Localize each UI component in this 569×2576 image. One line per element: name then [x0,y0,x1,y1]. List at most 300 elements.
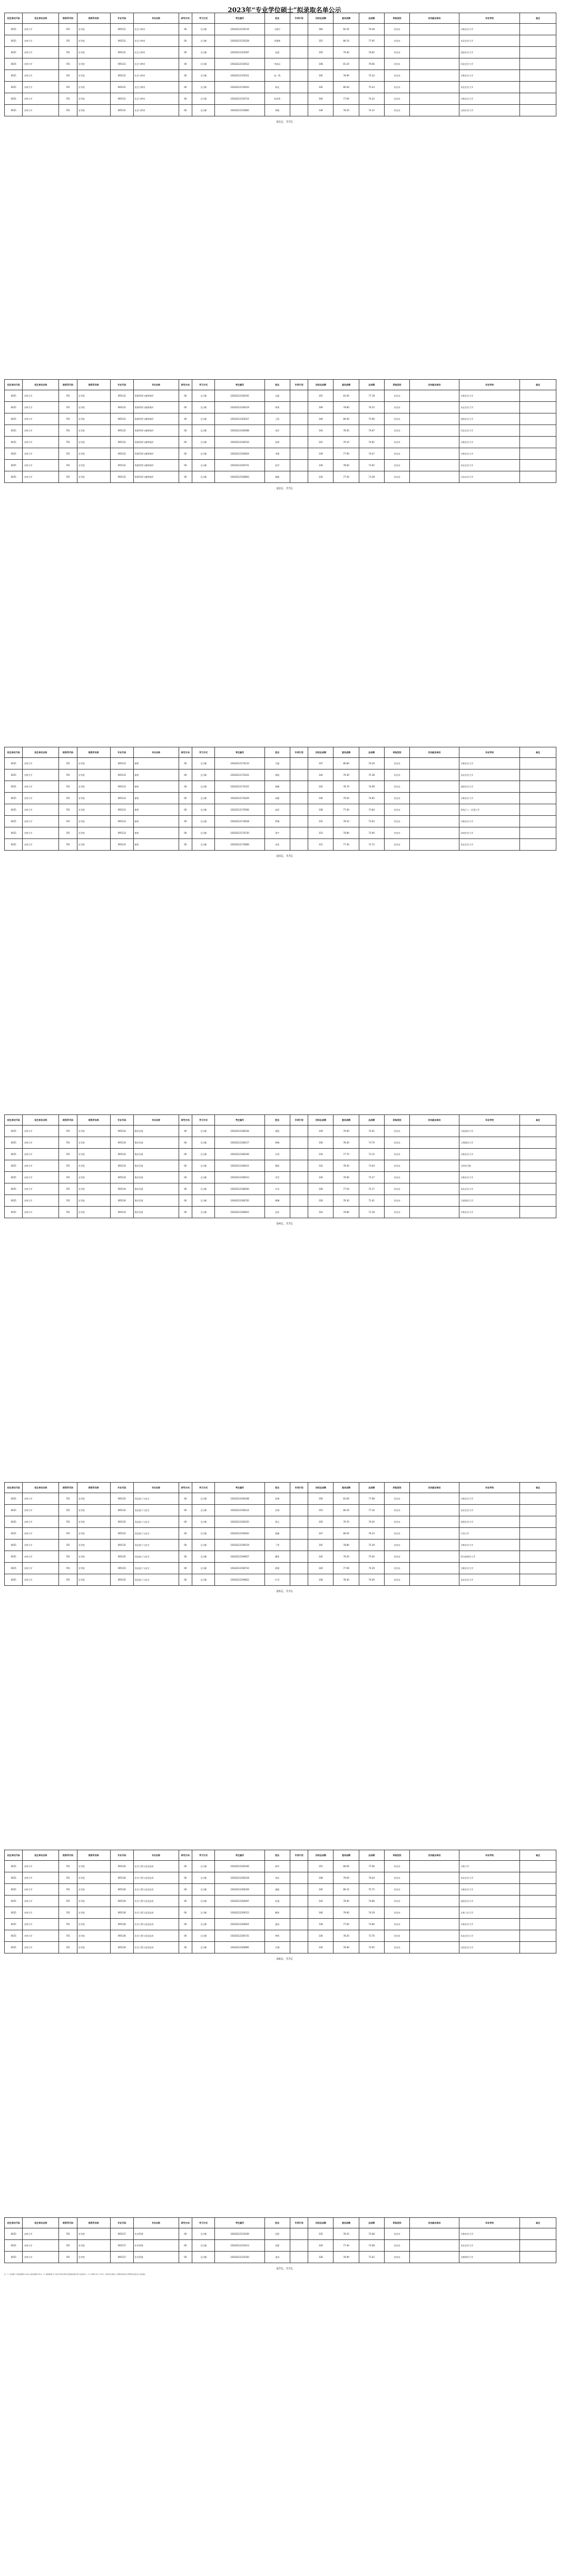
table-cell: 00 [179,827,192,839]
table-cell: 348 [308,58,333,70]
table-cell: 吉林大学 [23,413,59,425]
table-cell [410,1207,459,1218]
table-cell: 农学院 [77,1183,110,1195]
column-header: 初试总成绩 [308,2218,333,2228]
table-cell: 王欣 [264,413,290,425]
table-cell [410,804,459,816]
table-cell: 10183212200512 [215,1907,264,1919]
table-cell [410,1919,459,1930]
table-cell: 吉林农业大学 [459,1149,520,1160]
table-cell: 79.70 [333,1516,359,1528]
table-cell: 10183212170110 [215,758,264,769]
table-cell [519,1539,556,1551]
table-cell: 343 [308,1896,333,1907]
table-cell: 吉林大学 [23,1872,59,1884]
table-cell: 资源利用与植物保护 [133,460,179,471]
table-cell: 0025 [5,82,23,93]
table-cell: 钟鸣 [264,1930,290,1942]
table-row [5,471,556,483]
table-cell: 全日制 [192,390,215,402]
table-cell: 吉林大学 [23,70,59,82]
table-cell: 095135 [110,1574,133,1586]
document-title: 2023年“专业学位硕士”拟录取名单公示 [228,6,341,14]
table-cell: 00 [179,425,192,437]
table-cell: 梁宇 [264,827,290,839]
table-cell: 701 [59,1872,77,1884]
table-cell: 75.38 [359,769,384,781]
table-cell: 吉林大学 [23,1528,59,1539]
table-cell [290,402,308,413]
table-cell: 东北农业大学 [459,1183,520,1195]
table-cell: 10183212190822 [215,1574,264,1586]
admission-page [4,2217,556,2263]
table-cell: 非定向 [384,1551,409,1563]
table-cell: 农学院 [77,827,110,839]
table-cell: 00 [179,35,192,47]
table-cell: 吉林大学 [23,758,59,769]
column-header: 定向就业单位 [410,13,459,24]
table-row [5,758,556,769]
table-cell: 农业工程与信息技术 [133,1930,179,1942]
table-cell: 0025 [5,448,23,460]
table-cell: 80.90 [333,1861,359,1872]
table-cell: 350 [308,47,333,58]
table-cell: 东北农业大学 [459,82,520,93]
table-cell [410,82,459,93]
table-cell [410,1872,459,1884]
table-cell: 全日制 [192,816,215,827]
table-cell: 农学院 [77,1539,110,1551]
page-number-label: 第4页，共7页 [276,1222,293,1226]
table-cell: 渔业发展 [133,1195,179,1207]
table-cell: 095132 [110,460,133,471]
column-header: 专业代码 [110,13,133,24]
column-header: 专业名称 [133,747,179,758]
table-cell: 701 [59,827,77,839]
table-cell [410,1137,459,1149]
table-row [5,425,556,437]
table-cell [410,793,459,804]
column-header: 招生单位名称 [23,747,59,758]
table-cell: 非定向 [384,1872,409,1884]
table-cell: 77.30 [333,839,359,851]
table-cell: 东北农业大学 [459,839,520,851]
table-row [5,1551,556,1563]
table-cell: 农学院 [77,1505,110,1516]
table-cell: 沈浩 [264,1207,290,1218]
table-cell: 农学院 [77,1942,110,1953]
table-cell: 0025 [5,827,23,839]
table-cell: 701 [59,1907,77,1919]
table-cell: 345 [308,1884,333,1896]
table-cell: 79.00 [333,1126,359,1137]
table-cell: 78.50 [333,425,359,437]
table-cell: 苏琪 [264,1505,290,1516]
column-header: 专业名称 [133,1483,179,1493]
table-cell [290,1126,308,1137]
table-cell: 非定向 [384,804,409,816]
table-cell: 渔业发展 [133,1207,179,1218]
column-header: 姓名 [264,380,290,390]
table-cell: 吉林农业大学 [459,448,520,460]
table-cell: 非定向 [384,70,409,82]
table-cell: 80.00 [333,82,359,93]
table-cell: 345 [308,70,333,82]
table-cell: 77.60 [333,1919,359,1930]
column-header: 院系所代码 [59,1483,77,1493]
table-cell [519,1884,556,1896]
table-cell: 75.96 [359,413,384,425]
admission-page [4,13,556,116]
table-cell: 332 [308,1160,333,1172]
table-cell: 渔业发展 [133,1160,179,1172]
table-cell: 吉林农业大学 [459,793,520,804]
table-cell: 农业管理 [133,2240,179,2252]
table-cell: 农学院 [77,471,110,483]
table-cell: 10183212200329 [215,1884,264,1896]
table-cell: 701 [59,1896,77,1907]
table-cell: 农学院 [77,1872,110,1884]
table-cell: 326 [308,1195,333,1207]
table-cell: 701 [59,1551,77,1563]
table-cell: 全日制 [192,58,215,70]
column-header: 初试总成绩 [308,747,333,758]
table-cell: 农学院 [77,1551,110,1563]
admission-page [4,1482,556,1586]
table-cell: 72.27 [359,1172,384,1183]
table-cell: 00 [179,1183,192,1195]
column-header: 研究方向 [179,1483,192,1493]
column-header: 考生编号 [215,1115,264,1126]
table-cell: 全日制 [192,1126,215,1137]
table-cell: 342 [308,781,333,793]
table-cell [290,1207,308,1218]
column-header: 备注 [519,2218,556,2228]
table-cell: 农学院 [77,82,110,93]
column-header: 专业名称 [133,1850,179,1861]
table-cell: 095133 [110,769,133,781]
table-cell [410,1528,459,1539]
table-cell: 00 [179,839,192,851]
table-cell [290,1539,308,1551]
column-header: 录取类别 [384,13,409,24]
table-cell: 东北农业大学 [459,769,520,781]
page-number-label: 第3页，共7页 [276,855,293,858]
table-cell: 348 [308,1872,333,1884]
table-cell: 非定向 [384,24,409,35]
table-cell: 095136 [110,1884,133,1896]
column-header: 专项计划 [290,13,308,24]
column-header: 定向就业单位 [410,380,459,390]
table-cell: 0025 [5,839,23,851]
table-cell [290,1516,308,1528]
table-cell: 吉林大学 [23,105,59,116]
table-cell [410,1896,459,1907]
table-cell: 吉林大学 [23,58,59,70]
table-cell [519,758,556,769]
table-cell: 非定向 [384,1493,409,1505]
table-cell: 非定向 [384,58,409,70]
table-cell: 东北农业大学 [459,1505,520,1516]
table-cell: 非定向 [384,1563,409,1574]
admission-table [4,2217,556,2263]
table-cell: 非定向 [384,1516,409,1528]
table-cell: 78.20 [333,1930,359,1942]
table-cell: 吉林大学 [23,35,59,47]
table-cell: 全日制 [192,402,215,413]
table-cell: 吉林大学 [23,1884,59,1896]
table-cell [290,1907,308,1919]
table-cell [519,1861,556,1872]
table-cell: 0025 [5,1160,23,1172]
table-cell: 095132 [110,425,133,437]
table-cell: 095134 [110,1149,133,1160]
table-cell: 农业工程与信息技术 [133,1861,179,1872]
table-cell: 72.90 [359,827,384,839]
table-header-row [5,380,556,390]
table-cell: 00 [179,413,192,425]
table-cell: 资源利用与植物保护 [133,402,179,413]
column-header: 考生编号 [215,1850,264,1861]
table-cell: 吉林农业大学 [459,2228,520,2240]
column-header: 录取类别 [384,380,409,390]
table-cell [410,1516,459,1528]
table-cell: 吉林大学 [23,2228,59,2240]
table-cell: 0025 [5,758,23,769]
table-cell [519,1160,556,1172]
table-cell: 黑龙江八一农垦大学 [459,804,520,816]
table-cell: 0025 [5,425,23,437]
table-cell: 338 [308,804,333,816]
column-header: 考生编号 [215,13,264,24]
column-header: 录取类别 [384,2218,409,2228]
table-cell [410,1160,459,1172]
table-cell: 非定向 [384,1574,409,1586]
table-row [5,402,556,413]
table-cell: 全日制 [192,93,215,105]
page-number-label: 第1页，共7页 [276,121,293,124]
table-cell: 10183212200624 [215,1919,264,1930]
table-cell: 潘磊 [264,1884,290,1896]
table-cell: 095136 [110,1919,133,1930]
table-cell: 78.40 [333,1896,359,1907]
column-header: 总成绩 [359,380,384,390]
table-cell: 0025 [5,1861,23,1872]
table-cell [519,70,556,82]
table-cell: 095134 [110,1126,133,1137]
column-header: 姓名 [264,1850,290,1861]
table-cell: 吉林农业大学 [459,1493,520,1505]
table-cell: 农艺与种业 [133,35,179,47]
table-cell: 全日制 [192,35,215,47]
table-cell: 00 [179,2240,192,2252]
table-cell [290,390,308,402]
table-cell: 10183212170618 [215,816,264,827]
column-header: 复试成绩 [333,2218,359,2228]
table-cell: 全日制 [192,2228,215,2240]
table-cell: 00 [179,1919,192,1930]
column-header: 定向就业单位 [410,747,459,758]
table-cell: 701 [59,769,77,781]
table-cell: 全日制 [192,47,215,58]
table-cell: 东北农业大学 [459,1930,520,1942]
table-cell [410,1907,459,1919]
table-cell: 355 [308,35,333,47]
table-cell: 10183212190214 [215,1505,264,1516]
table-cell: 10183212170429 [215,793,264,804]
table-cell: 0025 [5,781,23,793]
table-cell: 10183212150802 [215,105,264,116]
table-cell: 上海海洋大学 [459,1137,520,1149]
table-cell: 非定向 [384,781,409,793]
table-cell: 彭博 [264,1493,290,1505]
table-cell: 陈佳 [264,82,290,93]
table-cell: 吉林大学 [23,1195,59,1207]
table-cell: 非定向 [384,1126,409,1137]
table-cell: 701 [59,1539,77,1551]
column-header: 初试总成绩 [308,13,333,24]
table-cell: 食品加工与安全 [133,1516,179,1528]
table-cell [519,1183,556,1195]
table-cell: 全日制 [192,1183,215,1195]
table-cell: 342 [308,1551,333,1563]
table-cell: 吉林大学 [23,1896,59,1907]
table-cell: 73.63 [359,816,384,827]
table-cell: 10183212150116 [215,24,264,35]
table-cell: 山西农业大学 [459,105,520,116]
column-header: 毕业学校 [459,13,520,24]
table-cell: 食品加工与安全 [133,1574,179,1586]
table-cell: 杜娟 [264,1896,290,1907]
table-cell: 095132 [110,471,133,483]
table-cell [290,769,308,781]
table-cell: 东北农业大学 [459,1872,520,1884]
column-header: 院系所代码 [59,1115,77,1126]
table-cell: 81.20 [333,58,359,70]
table-cell: 701 [59,82,77,93]
table-cell [410,93,459,105]
table-cell: 非定向 [384,2240,409,2252]
table-cell [519,793,556,804]
table-cell [410,1172,459,1183]
table-cell: 长春工业大学 [459,1907,520,1919]
column-header: 院系所名称 [77,13,110,24]
table-row [5,2228,556,2240]
table-cell: 0025 [5,437,23,448]
table-header-row [5,1483,556,1493]
table-cell: 全日制 [192,1172,215,1183]
table-cell: 10183212180815 [215,1207,264,1218]
table-cell: 336 [308,1137,333,1149]
table-cell: 非定向 [384,1896,409,1907]
table-cell: 余洁 [264,1872,290,1884]
table-cell: 沈阳农业大学 [459,781,520,793]
column-header: 学习方式 [192,1483,215,1493]
table-cell: 095131 [110,82,133,93]
table-cell: 非定向 [384,1942,409,1953]
table-header-row [5,13,556,24]
table-row [5,1516,556,1528]
table-cell: 张晨 [264,47,290,58]
table-cell: 350 [308,1516,333,1528]
table-cell [290,425,308,437]
table-cell: 韩梅 [264,1137,290,1149]
table-cell: 沈阳农业大学 [459,413,520,425]
table-row [5,24,556,35]
table-cell: 全日制 [192,1505,215,1516]
table-cell: 0025 [5,1505,23,1516]
table-cell [519,827,556,839]
table-cell: 吉林农业大学 [459,70,520,82]
table-cell: 76.30 [333,1195,359,1207]
table-cell: 00 [179,70,192,82]
table-row [5,93,556,105]
table-cell: 全日制 [192,1149,215,1160]
table-cell [290,1505,308,1516]
table-cell: 农学院 [77,47,110,58]
table-cell: 095133 [110,781,133,793]
table-cell: 吉林大学 [23,1137,59,1149]
table-cell: 东北农业大学 [459,402,520,413]
table-cell: 0025 [5,105,23,116]
column-header: 招生单位名称 [23,1115,59,1126]
table-cell: 701 [59,1861,77,1872]
table-row [5,413,556,425]
table-cell: 吉林农业大学 [459,1563,520,1574]
table-cell: 80.50 [333,1528,359,1539]
table-row [5,827,556,839]
table-cell: 吉林大学 [23,793,59,804]
column-header: 复试成绩 [333,1115,359,1126]
table-cell [519,105,556,116]
table-cell [290,70,308,82]
column-header: 复试成绩 [333,1850,359,1861]
table-cell: 非定向 [384,1149,409,1160]
table-cell: 农学院 [77,70,110,82]
table-cell: 338 [308,1574,333,1586]
table-cell: 非定向 [384,1195,409,1207]
table-row [5,1907,556,1919]
table-cell: 701 [59,1137,77,1149]
table-cell [410,390,459,402]
table-cell [519,1195,556,1207]
table-cell: 林峰 [264,781,290,793]
table-cell: 79.30 [333,769,359,781]
table-cell: 农艺与种业 [133,93,179,105]
table-cell: 701 [59,1563,77,1574]
table-cell: 全日制 [192,24,215,35]
table-cell: 赵一鸣 [264,70,290,82]
table-cell: 339 [308,1126,333,1137]
table-cell: 75.75 [359,1884,384,1896]
table-cell: 78.20 [333,105,359,116]
table-cell: 全日制 [192,758,215,769]
table-cell: 山东农业大学 [459,471,520,483]
table-cell: 332 [308,2228,333,2240]
column-header: 专业代码 [110,1115,133,1126]
table-cell [290,47,308,58]
table-cell: 全日制 [192,2252,215,2263]
admission-page [4,379,556,483]
table-cell: 095131 [110,105,133,116]
table-cell: 324 [308,1207,333,1218]
table-cell: 0025 [5,1907,23,1919]
table-cell: 吉林农业大学 [459,24,520,35]
column-header: 院系所名称 [77,2218,110,2228]
admission-table [4,379,556,483]
table-cell: 10183212180326 [215,1149,264,1160]
table-cell: 10183212160803 [215,471,264,483]
